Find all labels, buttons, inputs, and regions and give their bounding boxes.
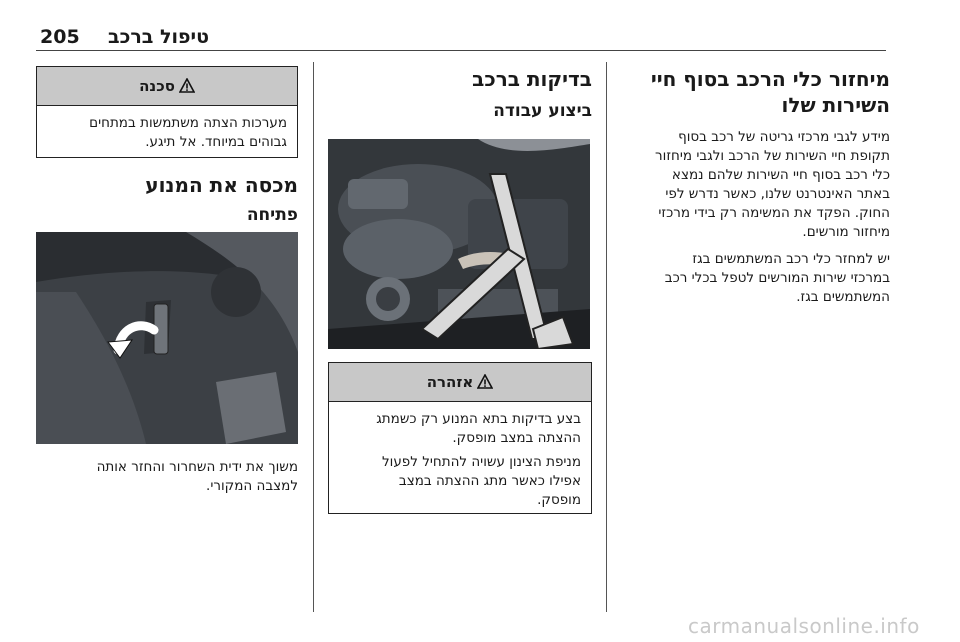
recycling-para2-line: במרכזי שירות המורשים לטפל בכלי רכב: [664, 270, 890, 286]
recycling-heading-line2: השירות שלו: [781, 93, 890, 117]
recycling-section: [620, 66, 890, 307]
performing-work-subheading: ביצוע עבודה: [493, 101, 592, 121]
column-divider-left: [313, 62, 314, 612]
watermark: carmanualsonline.info: [688, 614, 920, 638]
page-number: 205: [40, 26, 80, 48]
opening-subheading: פתיחה: [246, 205, 298, 225]
vehicle-checks-section: [328, 66, 592, 122]
recycling-heading-line1: מיחזור כלי הרכב בסוף חיי: [650, 67, 890, 91]
warning-text-line: מניפת הצינון עשויה להתחיל לפעול: [382, 454, 581, 470]
recycling-para1-line: מידע לגבי מרכזי גריטה של רכב בסוף: [678, 129, 890, 145]
bonnet-heading: מכסה את המנוע: [145, 173, 298, 197]
header-rule: [36, 50, 886, 51]
bonnet-instructions: [36, 458, 298, 496]
danger-box-header: [37, 67, 297, 106]
warning-box-header: [329, 363, 591, 402]
danger-text-line: מערכות הצתה משתמשות במתחים: [89, 115, 287, 131]
danger-box: [36, 66, 298, 158]
recycling-para1-line: תקופת חיי השירות של הרכב ולגבי מיחזור: [655, 148, 890, 164]
warning-text-line: בצע בדיקות בתא המנוע רק כשמתג: [376, 411, 581, 427]
warning-title: אזהרה: [426, 373, 474, 391]
recycling-para2-line: יש למחזר כלי רכב המשתמשים בגז: [692, 251, 890, 267]
bonnet-text-line: משוך את ידית השחרור והחזר אותה: [96, 459, 298, 475]
warning-triangle-icon: [477, 374, 493, 390]
danger-box-body: [37, 106, 297, 160]
danger-text-line: גבוהים במיוחד. אל תיגע.: [145, 134, 287, 150]
danger-title: סכנה: [139, 77, 175, 95]
warning-text-line: ההצתה במצב מופסק.: [452, 430, 581, 446]
recycling-para1-line: החוק. הפקד את המשימה רק בידי מרכזי: [658, 205, 890, 221]
recycling-para1-line: באתר האינטרנט שלנו, כאשר נדרש לפי: [665, 186, 890, 202]
warning-box-body: [329, 402, 591, 518]
warning-triangle-icon: [179, 78, 195, 94]
running-title: טיפול ברכב: [108, 26, 210, 48]
recycling-para2-line: המשתמשים בגז.: [796, 289, 890, 305]
engine-bay-photo: [328, 139, 590, 349]
column-divider-right: [606, 62, 607, 612]
vehicle-checks-heading: בדיקות ברכב: [472, 67, 592, 91]
bonnet-text-line: למצבה המקורי.: [206, 478, 298, 494]
recycling-para1-line: כלי רכב בסוף חיי השירות שלהם נמצא: [671, 167, 890, 183]
warning-box: [328, 362, 592, 514]
recycling-para1-line: מיחזור מורשים.: [802, 224, 890, 240]
release-lever-illustration: [36, 232, 298, 444]
warning-text-line: אפילו כאשר מתג ההצתה במצב: [398, 473, 581, 489]
bonnet-section: [36, 172, 298, 226]
engine-bay-illustration: [328, 139, 590, 349]
release-lever-photo: [36, 232, 298, 444]
warning-text-line: מופסק.: [537, 492, 581, 508]
